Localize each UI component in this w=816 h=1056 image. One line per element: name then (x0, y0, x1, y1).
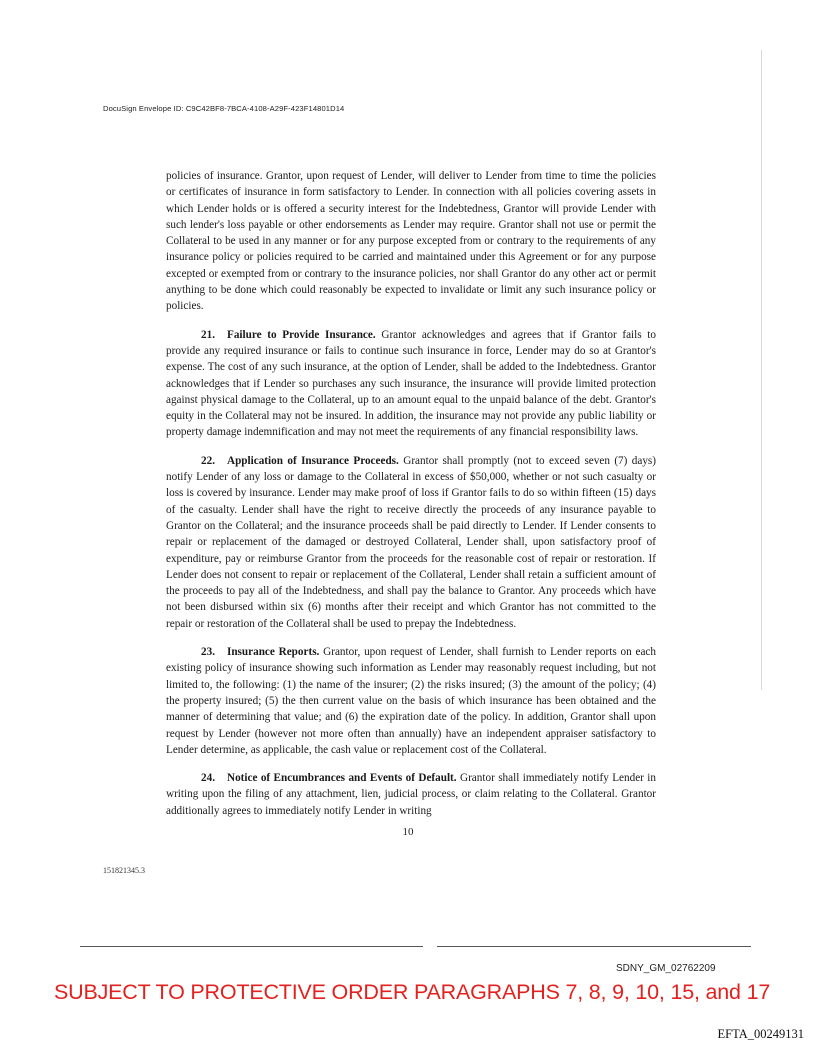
section-title: Insurance Reports. (226, 646, 320, 659)
efta-number: EFTA_00249131 (717, 1027, 804, 1041)
section-22 (166, 453, 656, 632)
docusign-envelope-id: DocuSign Envelope ID: C9C42BF8-7BCA-4108-A29F-423F14801D14 (103, 104, 345, 113)
section-title: Notice of Encumbrances and Events of Default. (226, 772, 457, 785)
document-body (166, 168, 656, 819)
section-number: 23. (201, 646, 215, 659)
section-number: 22. (201, 454, 215, 467)
section-number: 21. (201, 328, 215, 341)
section-title: Failure to Provide Insurance. (226, 328, 376, 341)
section-text: Grantor shall promptly (not to exceed seven (7) days) notify Lender of any loss or damage to the Collateral in excess of $50,000, whether or not such casualty or loss is covered by insurance. Lender may make proof of loss if Grantor fails to do so within fifteen (15) days of the casualty. Lender shall have the right to receive directly the proceeds of any insurance payable to Grantor on the Collateral; and the insurance proceeds shall be paid directly to Lender. If Lender consents to repair or replacement of the damaged or destroyed Collateral, Lender shall, upon satisfactory proof of expenditure, pay or reimburse Grantor from the proceeds for the reasonable cost of repair or restoration. If Lender does not consent to repair or replacement of the Collateral, Lender shall retain a sufficient amount of the proceeds to pay all of the Indebtedness, and shall pay the balance to Grantor. Any proceeds which have not been disbursed within six (6) months after their receipt and which Grantor has not committed to the repair or restoration of the Collateral shall be used to prepay the Indebtedness. (166, 454, 657, 630)
section-text: Grantor acknowledges and agrees that if Grantor fails to provide any required insurance or fails to continue such insurance in force, Lender may do so at Grantor's expense. The cost of any such insurance, at the option of Lender, shall be added to the Indebtedness. Grantor acknowledges that if Lender so purchases any such insurance, the insurance will provide limited protection against physical damage to the Collateral, up to an amount equal to the unpaid balance of the debt. Grantor's equity in the Collateral may not be insured. In addition, the insurance may not provide any public liability or property damage indemnification and may not meet the requirements of any financial responsibility laws. (166, 328, 657, 439)
section-24 (166, 770, 656, 819)
bates-number: SDNY_GM_02762209 (616, 963, 716, 974)
section-23 (166, 644, 656, 758)
footer-rule-left (80, 946, 423, 947)
intro-paragraph: policies of insurance. Grantor, upon request of Lender, will deliver to Lender from time to time the policies or certificates of insurance in form satisfactory to Lender. In connection with all policies covering assets in which Lender holds or is offered a security interest for the Indebtedness, Grantor will provide Lender with such lender's loss payable or other endorsements as Lender may require. Grantor shall not use or permit the Collateral to be used in any manner or for any purpose excepted from or contrary to the requirements of any insurance policy or policies required to be carried and maintained under this Agreement or for any purpose excepted or exempted from or contrary to the insurance policies, nor shall Grantor do any other act or permit anything to be done which could reasonably be expected to invalidate or limit any such insurance policy or policies. (166, 170, 656, 313)
section-number: 24. (201, 772, 215, 785)
page-edge-line (761, 50, 762, 690)
protective-order-banner: SUBJECT TO PROTECTIVE ORDER PARAGRAPHS 7, 8, 9, 10, 15, and 17 (54, 980, 771, 1004)
section-21 (166, 327, 656, 441)
section-title: Application of Insurance Proceeds. (226, 454, 399, 467)
page-number: 10 (402, 826, 414, 838)
footer-rule-right (437, 946, 751, 947)
document-number: 151821345.3 (103, 866, 145, 875)
section-text: Grantor, upon request of Lender, shall furnish to Lender reports on each existing policy of insurance showing such information as Lender may reasonably request including, but not limited to, the following: (1) the name of the insurer; (2) the risks insured; (3) the amount of the policy; (4) the property insured; (5) the then current value on the basis of which insurance has been obtained and the manner of determining that value; and (6) the expiration date of the policy. In addition, Grantor shall upon request by Lender (however not more often than annually) have an independent appraiser satisfactory to Lender determine, as applicable, the cash value or replacement cost of the Collateral. (166, 646, 656, 756)
section-text: Grantor shall immediately notify Lender in writing upon the filing of any attachment, lien, judicial process, or claim relating to the Collateral. Grantor additionally agrees to immediately notify Lender in writing (166, 772, 656, 817)
